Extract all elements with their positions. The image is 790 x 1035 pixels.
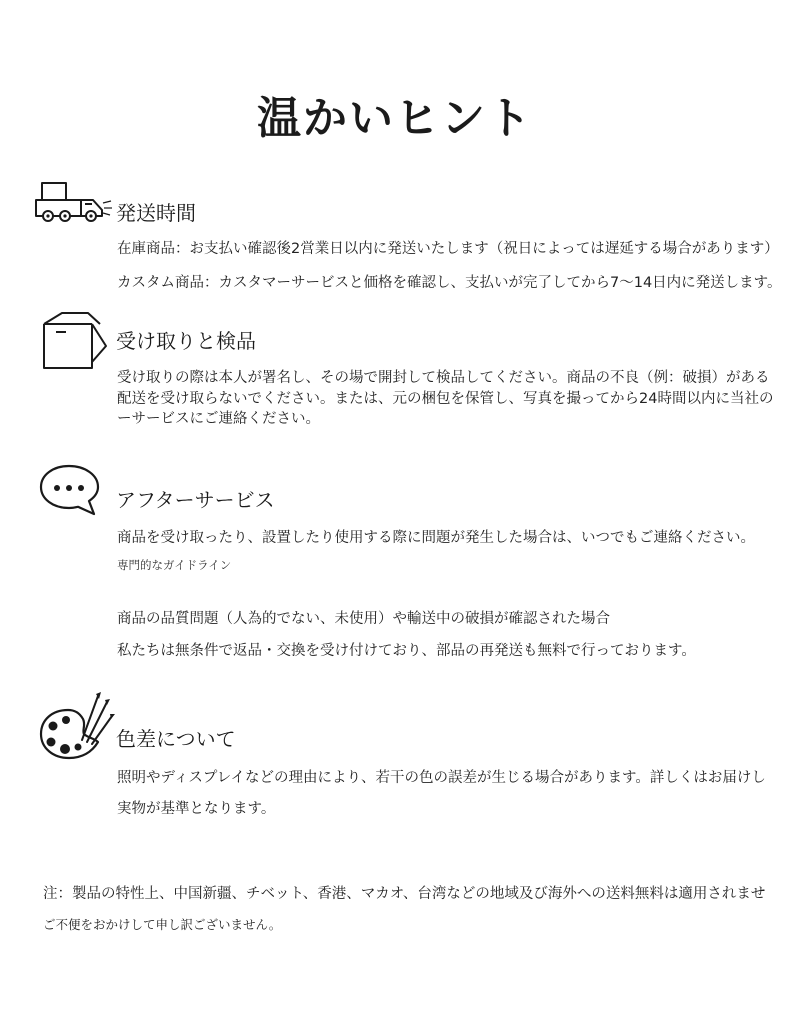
- note-line-2: ご不便をおかけして申し訳ございません。: [43, 917, 282, 932]
- shipping-line-1: 在庫商品：お支払い確認後2営業日以内に発送いたします（祝日によっては遅延する場合があります）: [117, 241, 779, 257]
- inspection-line-1: 受け取りの際は本人が署名し、その場で開封して検品してください。商品の不良（例：破損）がある: [117, 370, 770, 386]
- inspection-heading: 受け取りと検品: [116, 329, 256, 353]
- delivery-truck-icon: [33, 181, 113, 227]
- color-heading: 色差について: [116, 727, 236, 751]
- inspection-line-2: 配送を受け取らないでください。または、元の梱包を保管し、写真を撮ってから24時間以内に当社の: [117, 391, 774, 407]
- after-service-heading: アフターサービス: [116, 488, 275, 512]
- guideline-label: 専門的なガイドライン: [117, 558, 232, 572]
- after-service-line-1: 商品を受け取ったり、設置したり使用する際に問題が発生した場合は、いつでもご連絡ください。: [117, 530, 755, 546]
- chat-bubble-icon: [38, 463, 102, 517]
- open-box-icon: [38, 310, 110, 376]
- color-line-1: 照明やディスプレイなどの理由により、若干の色の誤差が生じる場合があります。詳しくはお届けし: [117, 770, 766, 786]
- guideline-line-1: 商品の品質問題（人為的でない、未使用）や輸送中の破損が確認された場合: [117, 611, 610, 627]
- note-line-1: 注：製品の特性上、中国新疆、チベット、香港、マカオ、台湾などの地域及び海外への送料無料は適用されませ: [43, 886, 766, 902]
- shipping-line-2: カスタム商品：カスタマーサービスと価格を確認し、支払いが完了してから7〜14日内に発送します。: [117, 275, 782, 291]
- guideline-line-2: 私たちは無条件で返品・交換を受け付けており、部品の再発送も無料で行っております。: [117, 643, 696, 659]
- inspection-line-3: ーサービスにご連絡ください。: [117, 411, 320, 427]
- paint-palette-icon: [38, 690, 116, 762]
- shipping-heading: 発送時間: [116, 201, 196, 225]
- page-title: 温かいヒント: [257, 93, 533, 144]
- color-line-2: 実物が基準となります。: [117, 801, 276, 817]
